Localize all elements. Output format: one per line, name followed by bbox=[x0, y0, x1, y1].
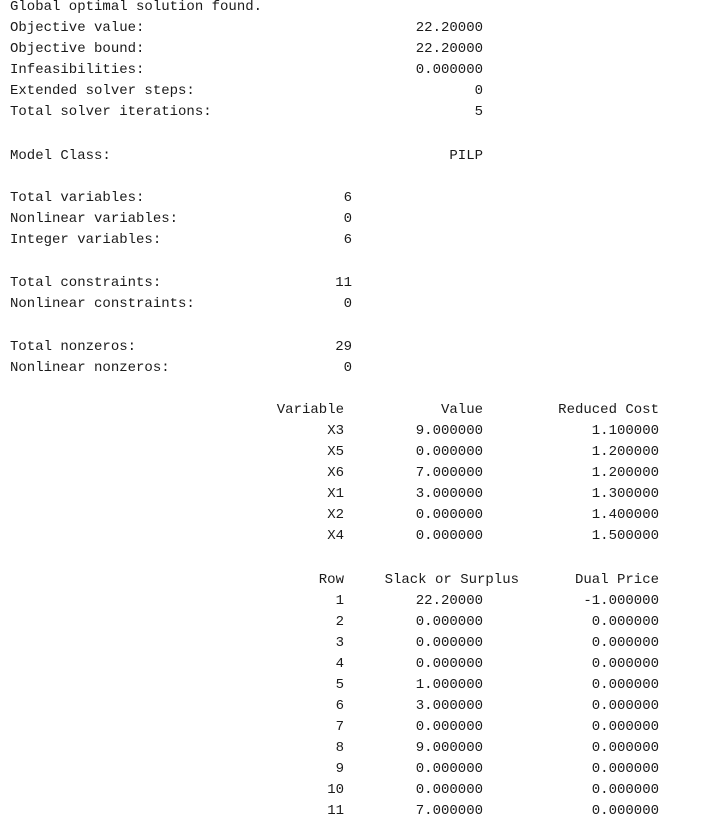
row-number: 7 bbox=[335, 719, 344, 735]
total-nonzeros-value: 29 bbox=[335, 339, 352, 355]
row-dual-price: 0.000000 bbox=[591, 677, 659, 693]
row-slack: 9.000000 bbox=[415, 740, 483, 756]
nonlinear-variables-label: Nonlinear variables: bbox=[10, 211, 179, 227]
row-dual-price: 0.000000 bbox=[591, 740, 659, 756]
row-number: 9 bbox=[335, 761, 344, 777]
row-number: 1 bbox=[335, 593, 344, 609]
row-dual-price: -1.000000 bbox=[583, 593, 659, 609]
row-slack: 0.000000 bbox=[415, 761, 483, 777]
variable-reduced-cost: 1.300000 bbox=[591, 486, 659, 502]
row-number: 10 bbox=[327, 782, 344, 798]
row-slack: 0.000000 bbox=[415, 719, 483, 735]
row-slack: 0.000000 bbox=[415, 782, 483, 798]
integer-variables-label: Integer variables: bbox=[10, 232, 162, 248]
row-number: 5 bbox=[335, 677, 344, 693]
variable-name: X3 bbox=[327, 423, 344, 439]
row-number: 3 bbox=[335, 635, 344, 651]
objective-bound: 22.20000 bbox=[415, 41, 483, 57]
row-number: 8 bbox=[335, 740, 344, 756]
variable-name: X4 bbox=[327, 528, 344, 544]
row-slack: 0.000000 bbox=[415, 656, 483, 672]
total-variables-label: Total variables: bbox=[10, 190, 145, 206]
row-slack: 1.000000 bbox=[415, 677, 483, 693]
variable-value: 0.000000 bbox=[415, 528, 483, 544]
integer-variables-value: 6 bbox=[343, 232, 352, 248]
variable-reduced-cost: 1.200000 bbox=[591, 465, 659, 481]
row-slack: 0.000000 bbox=[415, 635, 483, 651]
variable-value: 7.000000 bbox=[415, 465, 483, 481]
nonlinear-nonzeros-value: 0 bbox=[343, 360, 352, 376]
extended-steps-value: 0 bbox=[474, 83, 483, 99]
total-iterations-label: Total solver iterations: bbox=[10, 104, 212, 120]
row-dual-price: 0.000000 bbox=[591, 656, 659, 672]
row-dual-price: 0.000000 bbox=[591, 803, 659, 819]
rows-header-slack: Slack or Surplus bbox=[384, 572, 519, 588]
total-constraints-label: Total constraints: bbox=[10, 275, 162, 291]
row-number: 6 bbox=[335, 698, 344, 714]
nonlinear-constraints-value: 0 bbox=[343, 296, 352, 312]
total-constraints-value: 11 bbox=[335, 275, 352, 291]
infeasibilities-label: Infeasibilities: bbox=[10, 62, 145, 78]
variable-name: X2 bbox=[327, 507, 344, 523]
variables-header-variable: Variable bbox=[276, 402, 344, 418]
row-slack: 7.000000 bbox=[415, 803, 483, 819]
row-dual-price: 0.000000 bbox=[591, 761, 659, 777]
total-iterations-value: 5 bbox=[474, 104, 483, 120]
variable-reduced-cost: 1.400000 bbox=[591, 507, 659, 523]
model-class-label: Model Class: bbox=[10, 148, 111, 164]
row-number: 11 bbox=[327, 803, 344, 819]
total-variables-value: 6 bbox=[343, 190, 352, 206]
nonlinear-constraints-label: Nonlinear constraints: bbox=[10, 296, 195, 312]
model-class-value: PILP bbox=[449, 148, 483, 164]
variable-reduced-cost: 1.100000 bbox=[591, 423, 659, 439]
objective-bound-label: Objective bound: bbox=[10, 41, 145, 57]
row-number: 4 bbox=[335, 656, 344, 672]
rows-header-dual-price: Dual Price bbox=[574, 572, 659, 588]
variables-header-value: Value bbox=[440, 402, 483, 418]
variables-header-reduced-cost: Reduced Cost bbox=[558, 402, 659, 418]
objective-value-label: Objective value: bbox=[10, 20, 145, 36]
objective-value: 22.20000 bbox=[415, 20, 483, 36]
variable-name: X5 bbox=[327, 444, 344, 460]
extended-steps-label: Extended solver steps: bbox=[10, 83, 195, 99]
row-slack: 3.000000 bbox=[415, 698, 483, 714]
variable-value: 0.000000 bbox=[415, 507, 483, 523]
variable-reduced-cost: 1.500000 bbox=[591, 528, 659, 544]
total-nonzeros-label: Total nonzeros: bbox=[10, 339, 137, 355]
row-slack: 0.000000 bbox=[415, 614, 483, 630]
variable-value: 0.000000 bbox=[415, 444, 483, 460]
nonlinear-nonzeros-label: Nonlinear nonzeros: bbox=[10, 360, 170, 376]
row-dual-price: 0.000000 bbox=[591, 635, 659, 651]
row-number: 2 bbox=[335, 614, 344, 630]
row-dual-price: 0.000000 bbox=[591, 782, 659, 798]
variable-value: 3.000000 bbox=[415, 486, 483, 502]
row-dual-price: 0.000000 bbox=[591, 719, 659, 735]
row-dual-price: 0.000000 bbox=[591, 614, 659, 630]
variable-reduced-cost: 1.200000 bbox=[591, 444, 659, 460]
row-slack: 22.20000 bbox=[415, 593, 483, 609]
row-dual-price: 0.000000 bbox=[591, 698, 659, 714]
solution-status: Global optimal solution found. bbox=[10, 0, 263, 15]
variable-name: X6 bbox=[327, 465, 344, 481]
variable-name: X1 bbox=[327, 486, 344, 502]
rows-header-row: Row bbox=[318, 572, 344, 588]
infeasibilities-value: 0.000000 bbox=[415, 62, 483, 78]
variable-value: 9.000000 bbox=[415, 423, 483, 439]
nonlinear-variables-value: 0 bbox=[343, 211, 352, 227]
